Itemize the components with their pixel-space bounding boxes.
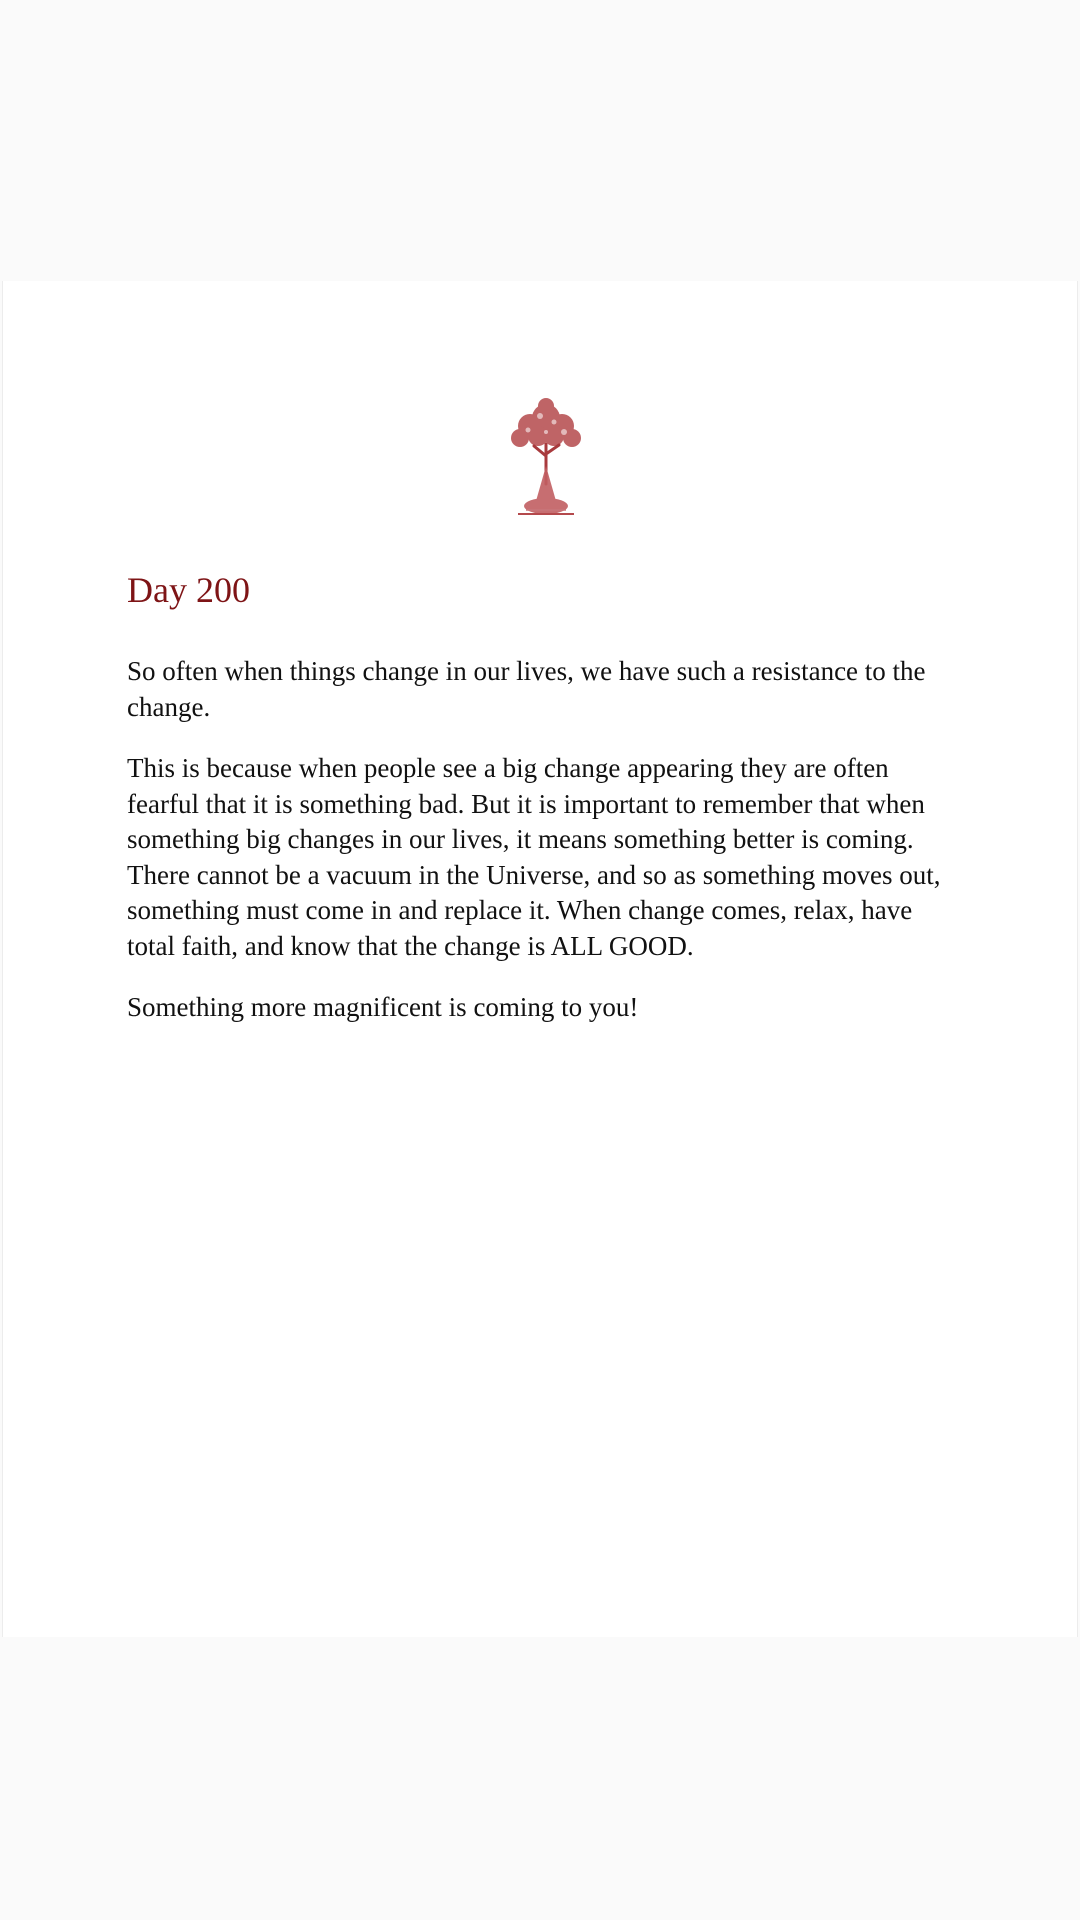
page-title: Day 200 <box>127 570 250 610</box>
paragraph-1: So often when things change in our lives, we have such a resistance to the change. <box>127 656 926 722</box>
tree-meditation-icon <box>496 396 596 526</box>
paragraph-3: Something more magnificent is coming to you! <box>127 992 639 1023</box>
entry-content <box>127 569 957 1052</box>
page-card <box>2 281 1078 1637</box>
paragraph-2: This is because when people see a big change appearing they are often fearful that it is something bad. But it is important to remember that when something big changes in our lives, it means something better is coming. There cannot be a vacuum in the Universe, and so as something moves out, something must come in and replace it. When change comes, relax, have total faith, and know that the change is ALL GOOD. <box>127 753 941 961</box>
